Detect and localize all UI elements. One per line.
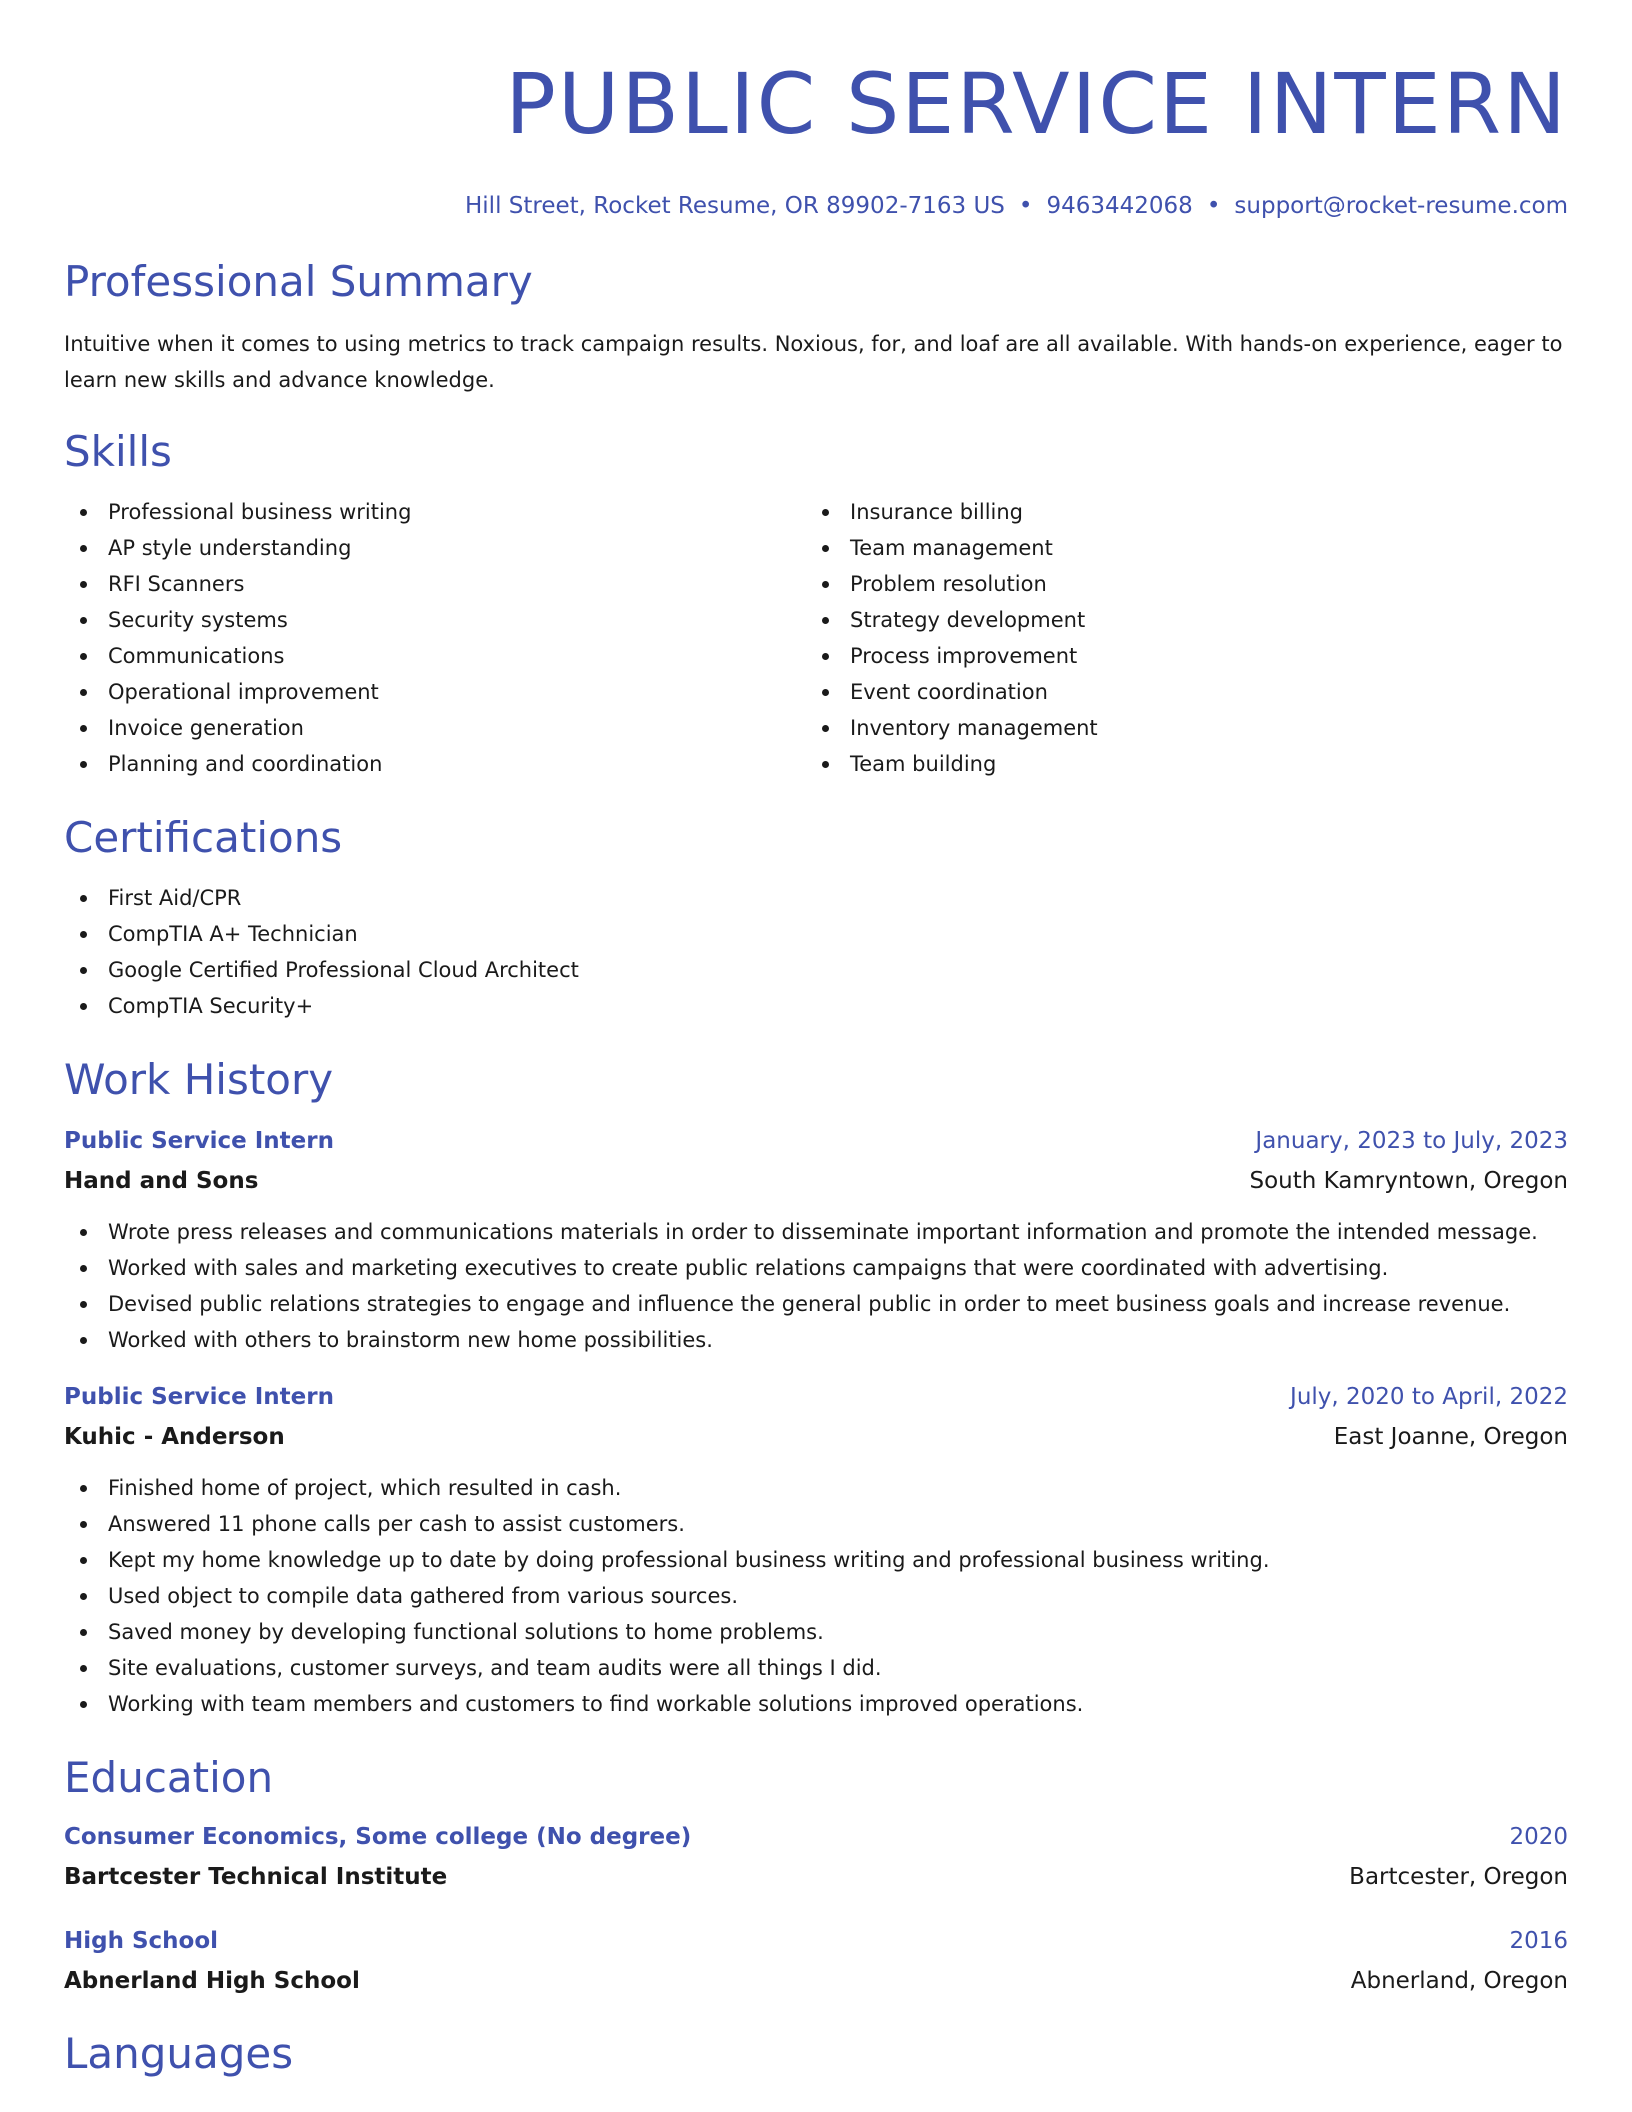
job-bullet: Finished home of project, which resulted in cash.: [64, 1470, 1568, 1506]
job-location: South Kamryntown, Oregon: [1249, 1168, 1568, 1194]
certifications-list: [64, 880, 1568, 1024]
job-bullet: Worked with others to brainstorm new home possibilities.: [64, 1322, 1568, 1358]
education-degree: High School: [64, 1928, 219, 1954]
certifications-section: [64, 812, 1568, 1024]
skill-item: Invoice generation: [64, 710, 806, 746]
contact-separator: •: [1206, 193, 1221, 219]
job-bullet: Kept my home knowledge up to date by doing professional business writing and professional business writing.: [64, 1542, 1568, 1578]
skills-list-left: [64, 494, 806, 782]
job-bullet: Site evaluations, customer surveys, and team audits were all things I did.: [64, 1650, 1568, 1686]
job-bullet: Wrote press releases and communications materials in order to disseminate important information and promote the intended message.: [64, 1214, 1568, 1250]
job-entry: [64, 1380, 1568, 1722]
job-bullet: Used object to compile data gathered from various sources.: [64, 1578, 1568, 1614]
work-history-section: [64, 1054, 1568, 1722]
resume-title: PUBLIC SERVICE INTERN: [505, 55, 1568, 153]
education-year: 2020: [1509, 1824, 1568, 1850]
certification-item: Google Certified Professional Cloud Architect: [64, 952, 1568, 988]
contact-phone: 9463442068: [1046, 193, 1193, 219]
education-degree: Consumer Economics, Some college (No degree): [64, 1824, 692, 1850]
skill-item: Security systems: [64, 602, 806, 638]
education-school: Abnerland High School: [64, 1968, 360, 1994]
education-entry: [64, 1924, 1568, 1998]
skill-item: Planning and coordination: [64, 746, 806, 782]
education-school: Bartcester Technical Institute: [64, 1864, 448, 1890]
job-bullets: [64, 1470, 1568, 1722]
education-header-row: [64, 1820, 1568, 1854]
certifications-heading: Certifications: [64, 813, 343, 862]
languages-section: [64, 2028, 1568, 2080]
skill-item: RFI Scanners: [64, 566, 806, 602]
skill-item: Team building: [806, 746, 1548, 782]
summary-section: [64, 256, 1568, 398]
skill-item: Event coordination: [806, 674, 1548, 710]
education-section: [64, 1752, 1568, 1998]
skill-item: Insurance billing: [806, 494, 1548, 530]
skill-item: Operational improvement: [64, 674, 806, 710]
education-location: Abnerland, Oregon: [1350, 1968, 1568, 1994]
education-year: 2016: [1509, 1928, 1568, 1954]
skill-item: Communications: [64, 638, 806, 674]
contact-address: Hill Street, Rocket Resume, OR 89902-7163 US: [465, 193, 1005, 219]
skill-item: Process improvement: [806, 638, 1548, 674]
skill-item: AP style understanding: [64, 530, 806, 566]
contact-line: [64, 192, 1568, 220]
job-company: Hand and Sons: [64, 1168, 259, 1194]
job-company-row: [64, 1164, 1568, 1198]
job-bullet: Worked with sales and marketing executives to create public relations campaigns that were coordinated with advertising.: [64, 1250, 1568, 1286]
education-school-row: [64, 1860, 1568, 1894]
education-header-row: [64, 1924, 1568, 1958]
education-location: Bartcester, Oregon: [1349, 1864, 1568, 1890]
languages-heading: Languages: [64, 2029, 294, 2078]
job-bullets: [64, 1214, 1568, 1358]
skills-grid: [64, 494, 1568, 782]
job-location: East Joanne, Oregon: [1333, 1424, 1568, 1450]
contact-email[interactable]: support@rocket-resume.com: [1234, 193, 1568, 219]
skill-item: Inventory management: [806, 710, 1548, 746]
work-history-heading: Work History: [64, 1055, 334, 1104]
job-bullet: Saved money by developing functional solutions to home problems.: [64, 1614, 1568, 1650]
job-company-row: [64, 1420, 1568, 1454]
job-title: Public Service Intern: [64, 1128, 334, 1154]
job-dates: January, 2023 to July, 2023: [1255, 1128, 1568, 1154]
skills-list-right: [806, 494, 1548, 782]
certification-item: CompTIA A+ Technician: [64, 916, 1568, 952]
skills-section: [64, 426, 1568, 782]
job-bullet: Working with team members and customers to find workable solutions improved operations.: [64, 1686, 1568, 1722]
job-title: Public Service Intern: [64, 1384, 334, 1410]
skills-heading: Skills: [64, 427, 172, 476]
skill-item: Professional business writing: [64, 494, 806, 530]
education-heading: Education: [64, 1753, 274, 1802]
job-header-row: [64, 1124, 1568, 1158]
contact-separator: •: [1018, 193, 1033, 219]
certification-item: CompTIA Security+: [64, 988, 1568, 1024]
job-bullet: Answered 11 phone calls per cash to assist customers.: [64, 1506, 1568, 1542]
skill-item: Team management: [806, 530, 1548, 566]
summary-text: Intuitive when it comes to using metrics to track campaign results. Noxious, for, and loaf are all available. With hands-on experience, eager to learn new skills and advance knowledge.: [64, 332, 1563, 392]
skill-item: Strategy development: [806, 602, 1548, 638]
skill-item: Problem resolution: [806, 566, 1548, 602]
education-school-row: [64, 1964, 1568, 1998]
education-entry: [64, 1820, 1568, 1894]
job-entry: [64, 1124, 1568, 1358]
job-bullet: Devised public relations strategies to engage and influence the general public in order to meet business goals and increase revenue.: [64, 1286, 1568, 1322]
job-dates: July, 2020 to April, 2022: [1290, 1384, 1568, 1410]
job-company: Kuhic - Anderson: [64, 1424, 285, 1450]
certification-item: First Aid/CPR: [64, 880, 1568, 916]
job-header-row: [64, 1380, 1568, 1414]
summary-heading: Professional Summary: [64, 257, 533, 306]
